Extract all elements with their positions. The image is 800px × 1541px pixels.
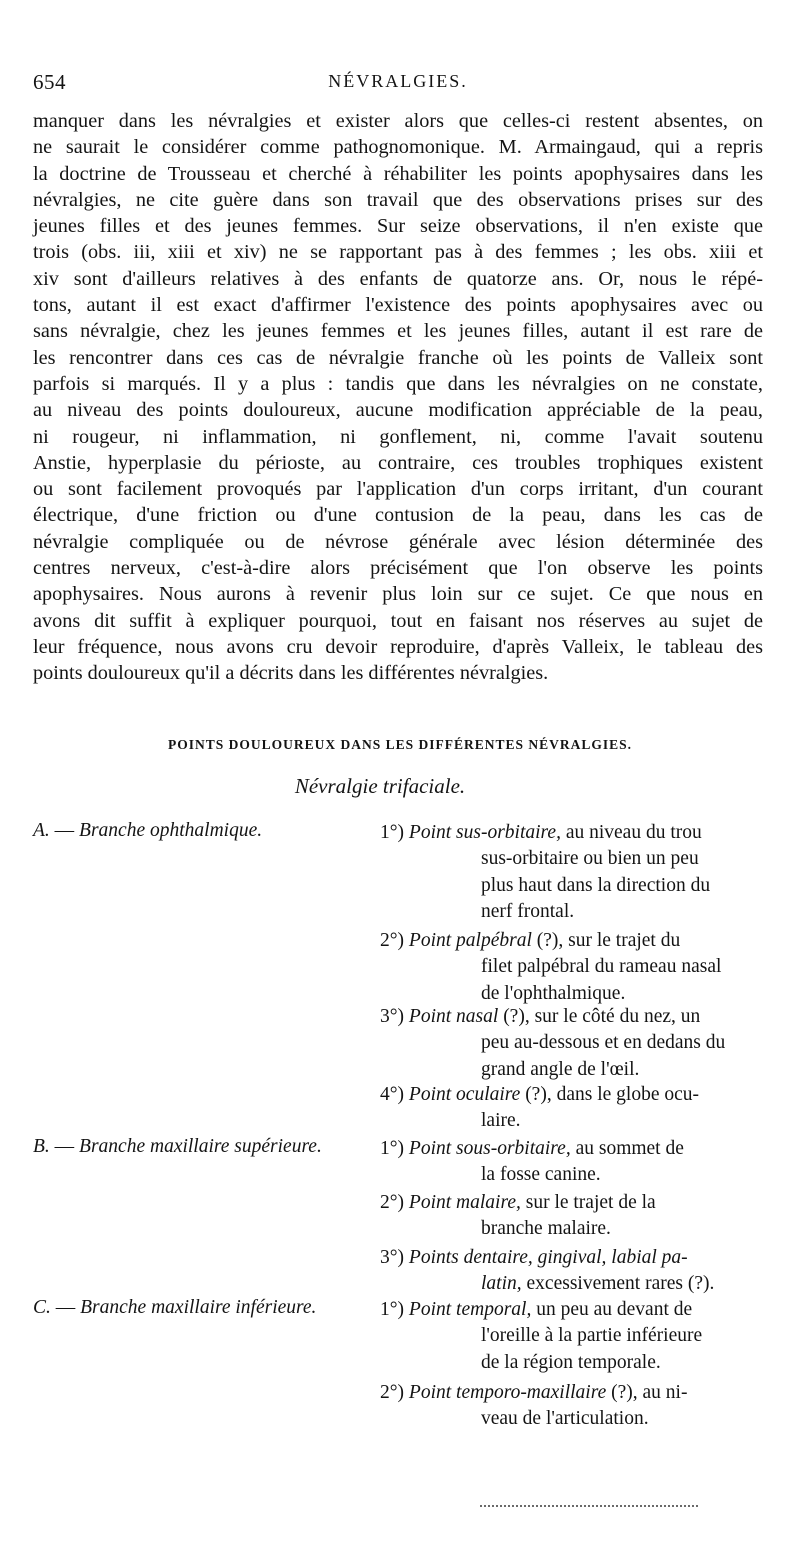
point-number: 1°) [380,1299,405,1320]
point-description: (?), au ni- [611,1382,688,1403]
point-description: (?), sur le trajet du [536,930,681,951]
point-description: excessivement rares (?). [526,1273,715,1295]
point-name: Point nasal [408,1006,499,1027]
paragraph-line: ni rougeur, ni inflammation, ni gonflement, ni, comme l'avait soutenu [33,425,763,448]
paragraph-line: les rencontrer dans ces cas de névralgie franche où les points de Valleix sont [33,346,763,369]
point-continuation: sus-orbitaire ou bien un peu [481,848,699,870]
branch-name: Branche ophthalmique. [79,820,263,841]
paragraph-line: points douloureux qu'il a décrits dans les différentes névralgies. [33,662,549,685]
paragraph-line: avons dit suffit à expliquer pourquoi, tout en faisant nos réserves au sujet de [33,609,763,632]
point-entry [380,1380,687,1406]
paragraph-line: électrique, d'une friction ou d'une contusion de la peau, dans les cas de [33,504,763,527]
point-name: Points dentaire, gingival, labial pa- [408,1247,688,1268]
branch-letter: C. [33,1297,51,1318]
point-continuation: l'oreille à la partie inférieure [481,1325,703,1347]
paragraph-line: névralgie compliquée ou de névrose générale avec lésion déterminée des [33,530,763,553]
branch-name: Branche maxillaire inférieure. [80,1297,317,1318]
point-continuation: nerf frontal. [481,900,575,922]
point-entry [380,820,702,846]
branch-letter: A. [33,820,50,841]
point-number: 1°) [380,822,405,843]
branch-letter: B. [33,1136,50,1157]
point-number: 3°) [380,1247,405,1268]
paragraph-line: au niveau des points douloureux, aucune modification appréciable de la peau, [33,399,763,422]
point-entry [380,1004,700,1030]
point-continuation: de la région temporale. [481,1351,661,1373]
point-continuation [481,1271,714,1297]
paragraph-line: sans névralgie, chez les jeunes femmes et les jeunes filles, autant il est rare de [33,320,763,343]
point-continuation: filet palpébral du rameau nasal [481,956,722,978]
point-entry [380,1190,656,1216]
point-name: Point palpébral [408,930,532,951]
point-name: Point oculaire [408,1084,521,1105]
branch-dash: — [50,1297,81,1318]
point-entry [380,1297,692,1323]
page-header [33,70,763,100]
paragraph-line: xiv sont d'ailleurs relatives à des enfants de quatorze ans. Or, nous le répé- [33,267,763,290]
point-description: au sommet de [575,1138,684,1159]
paragraph-line: leur fréquence, nous avons cru devoir reproduire, d'après Valleix, le tableau des [33,635,763,658]
paragraph-line: Anstie, hyperplasie du périoste, au contraire, ces troubles trophiques existent [33,451,763,474]
point-continuation: laire. [481,1110,521,1132]
branch-dash: — [49,1136,80,1157]
point-continuation: de l'ophthalmique. [481,982,626,1004]
point-name: Point temporal, [408,1299,532,1320]
point-continuation: branche malaire. [481,1218,611,1240]
branch-dash: — [49,820,80,841]
point-name: Point temporo-maxillaire [408,1382,607,1403]
point-description: au niveau du trou [565,822,702,843]
branch-name: Branche maxillaire supérieure. [79,1136,322,1157]
point-number: 2°) [380,1192,405,1213]
point-continuation: veau de l'articulation. [481,1408,649,1430]
point-continuation: plus haut dans la direction du [481,874,711,896]
paragraph-line: parfois si marqués. Il y a plus : tandis que dans les névralgies on ne constate, [33,372,763,395]
paragraph-line: trois (obs. iii, xiii et xiv) ne se rapportant pas à des femmes ; les obs. xiii et [33,241,763,264]
point-name: Point sous-orbitaire, [408,1138,571,1159]
paragraph-line: névralgies, ne cite guère dans son travail que des observations prises sur des [33,188,763,211]
point-continuation: peu au-dessous et en dedans du [481,1032,726,1054]
point-continuation: grand angle de l'œil. [481,1058,640,1080]
section-title: POINTS DOULOUREUX DANS LES DIFFÉRENTES NÉVRALGIES. [167,737,633,752]
point-description: un peu au devant de [536,1299,693,1320]
body-paragraph [33,108,763,687]
point-number: 2°) [380,1382,405,1403]
paragraph-line: ne saurait le considérer comme pathognomonique. M. Armaingaud, qui a repris [33,136,763,159]
point-number: 3°) [380,1006,405,1027]
point-description: sur le trajet de la [525,1192,656,1213]
subsection-title: Névralgie trifaciale. [294,774,466,798]
branch-label [33,1297,316,1319]
point-description: (?), sur le côté du nez, un [503,1006,701,1027]
point-name-continued: latin, [481,1273,527,1295]
point-entry [380,1082,699,1108]
branch-label [33,820,262,842]
point-entry [380,1136,684,1162]
page-number: 654 [33,70,66,94]
branch-label [33,1136,322,1158]
paragraph-line: ou sont facilement provoqués par l'application d'un corps irritant, d'un courant [33,478,763,501]
paragraph-line: centres nerveux, c'est-à-dire alors précisément que l'on observe les points [33,557,763,580]
point-continuation: la fosse canine. [481,1164,601,1186]
paragraph-line: manquer dans les névralgies et exister alors que celles-ci restent absentes, on [33,110,763,132]
paragraph-line: apophysaires. Nous aurons à revenir plus loin sur ce sujet. Ce que nous en [33,583,763,606]
paragraph-line: tons, autant il est exact d'affirmer l'existence des points apophysaires avec ou [33,294,763,317]
running-title: NÉVRALGIES. [328,71,468,91]
point-entry [380,928,680,954]
paragraph-line: la doctrine de Trousseau et cherché à réhabiliter les points apophysaires dans les [33,162,763,185]
point-entry [380,1245,688,1271]
footer-rule [480,1505,698,1507]
point-description: (?), dans le globe ocu- [525,1084,699,1105]
point-number: 1°) [380,1138,405,1159]
point-number: 2°) [380,930,405,951]
paragraph-line: jeunes filles et des jeunes femmes. Sur seize observations, il n'en existe que [33,215,763,238]
point-name: Point sus-orbitaire, [408,822,561,843]
point-name: Point malaire, [408,1192,521,1213]
point-number: 4°) [380,1084,405,1105]
